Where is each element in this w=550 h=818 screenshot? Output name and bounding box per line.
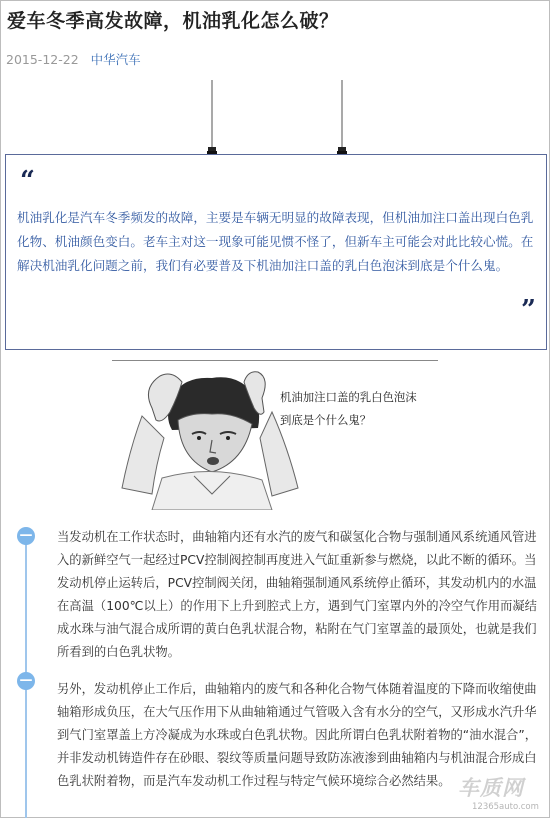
- divider: [112, 360, 438, 361]
- watermark-url: 12365auto.com: [472, 802, 539, 812]
- quote-text: 机油乳化是汽车冬季频发的故障，主要是车辆无明显的故障表现，但机油加注口盖出现白色乳化物、机油颜色变白。老车主对这一现象可能见惯不怪了，但新车主可能会对此比较心慌。在解决机油乳化问题之前，我们有必要普及下机油加注口盖的乳白色泡沫到底是个什么鬼。: [17, 210, 534, 273]
- meme-caption: [280, 386, 455, 432]
- meme-caption-line1: 机油加注口盖的乳白色泡沫: [280, 390, 417, 404]
- body-paragraph-2: 另外，发动机停止工作后，曲轴箱内的废气和各种化合物气体随着温度的下降而收缩使曲轴箱形成负压，在大气压作用下从曲轴箱通过气管吸入含有水分的空气，又形成水汽升华到气门室罩盖上方冷凝成为水珠或白色乳状物。因此所谓白色乳状附着物的“油水混合”，并非发动机铸造件存在砂眼、裂纹等质量问题导致防冻液渗到曲轴箱内与机油混合形成白色乳状附着物，而是汽车发动机工作过程与特定气候环境综合必然结果。: [57, 682, 538, 788]
- timeline-dot-2: —: [17, 672, 35, 690]
- open-quote-mark: “: [20, 166, 35, 196]
- site-watermark: [458, 772, 548, 816]
- article-meta: [6, 50, 141, 68]
- timeline-dot-1: —: [17, 527, 35, 545]
- body-paragraph-1: 当发动机在工作状态时，曲轴箱内还有水汽的废气和碳氢化合物与强制通风系统通风管进入的新鲜空气一起经过PCV控制阀控制再度进入气缸重新参与燃烧，以此不断的循环。当发动机停止运转后，PCV控制阀关闭，曲轴箱强制通风系统停止循环，其发动机内的水温在高温（100℃以上）的作用下上升到腔式上方，遇到气门室罩内外的冷空气作用而凝结成水珠与油气混合成所谓的黄白色乳状混合物，粘附在气门室罩盖的最顶处，也就是我们所看到的白色乳状物。: [57, 530, 537, 659]
- publish-date: 2015-12-22: [6, 52, 79, 67]
- close-quote-mark: ”: [521, 295, 536, 325]
- article-title: 爱车冬季高发故障，机油乳化怎么破？: [7, 10, 339, 32]
- source-link[interactable]: 中华汽车: [90, 52, 141, 67]
- hanging-string-right: [341, 80, 343, 150]
- watermark-logo: 车质网: [458, 776, 524, 800]
- hanging-string-left: [211, 80, 213, 150]
- meme-caption-line2: 到底是个什么鬼？: [280, 413, 372, 427]
